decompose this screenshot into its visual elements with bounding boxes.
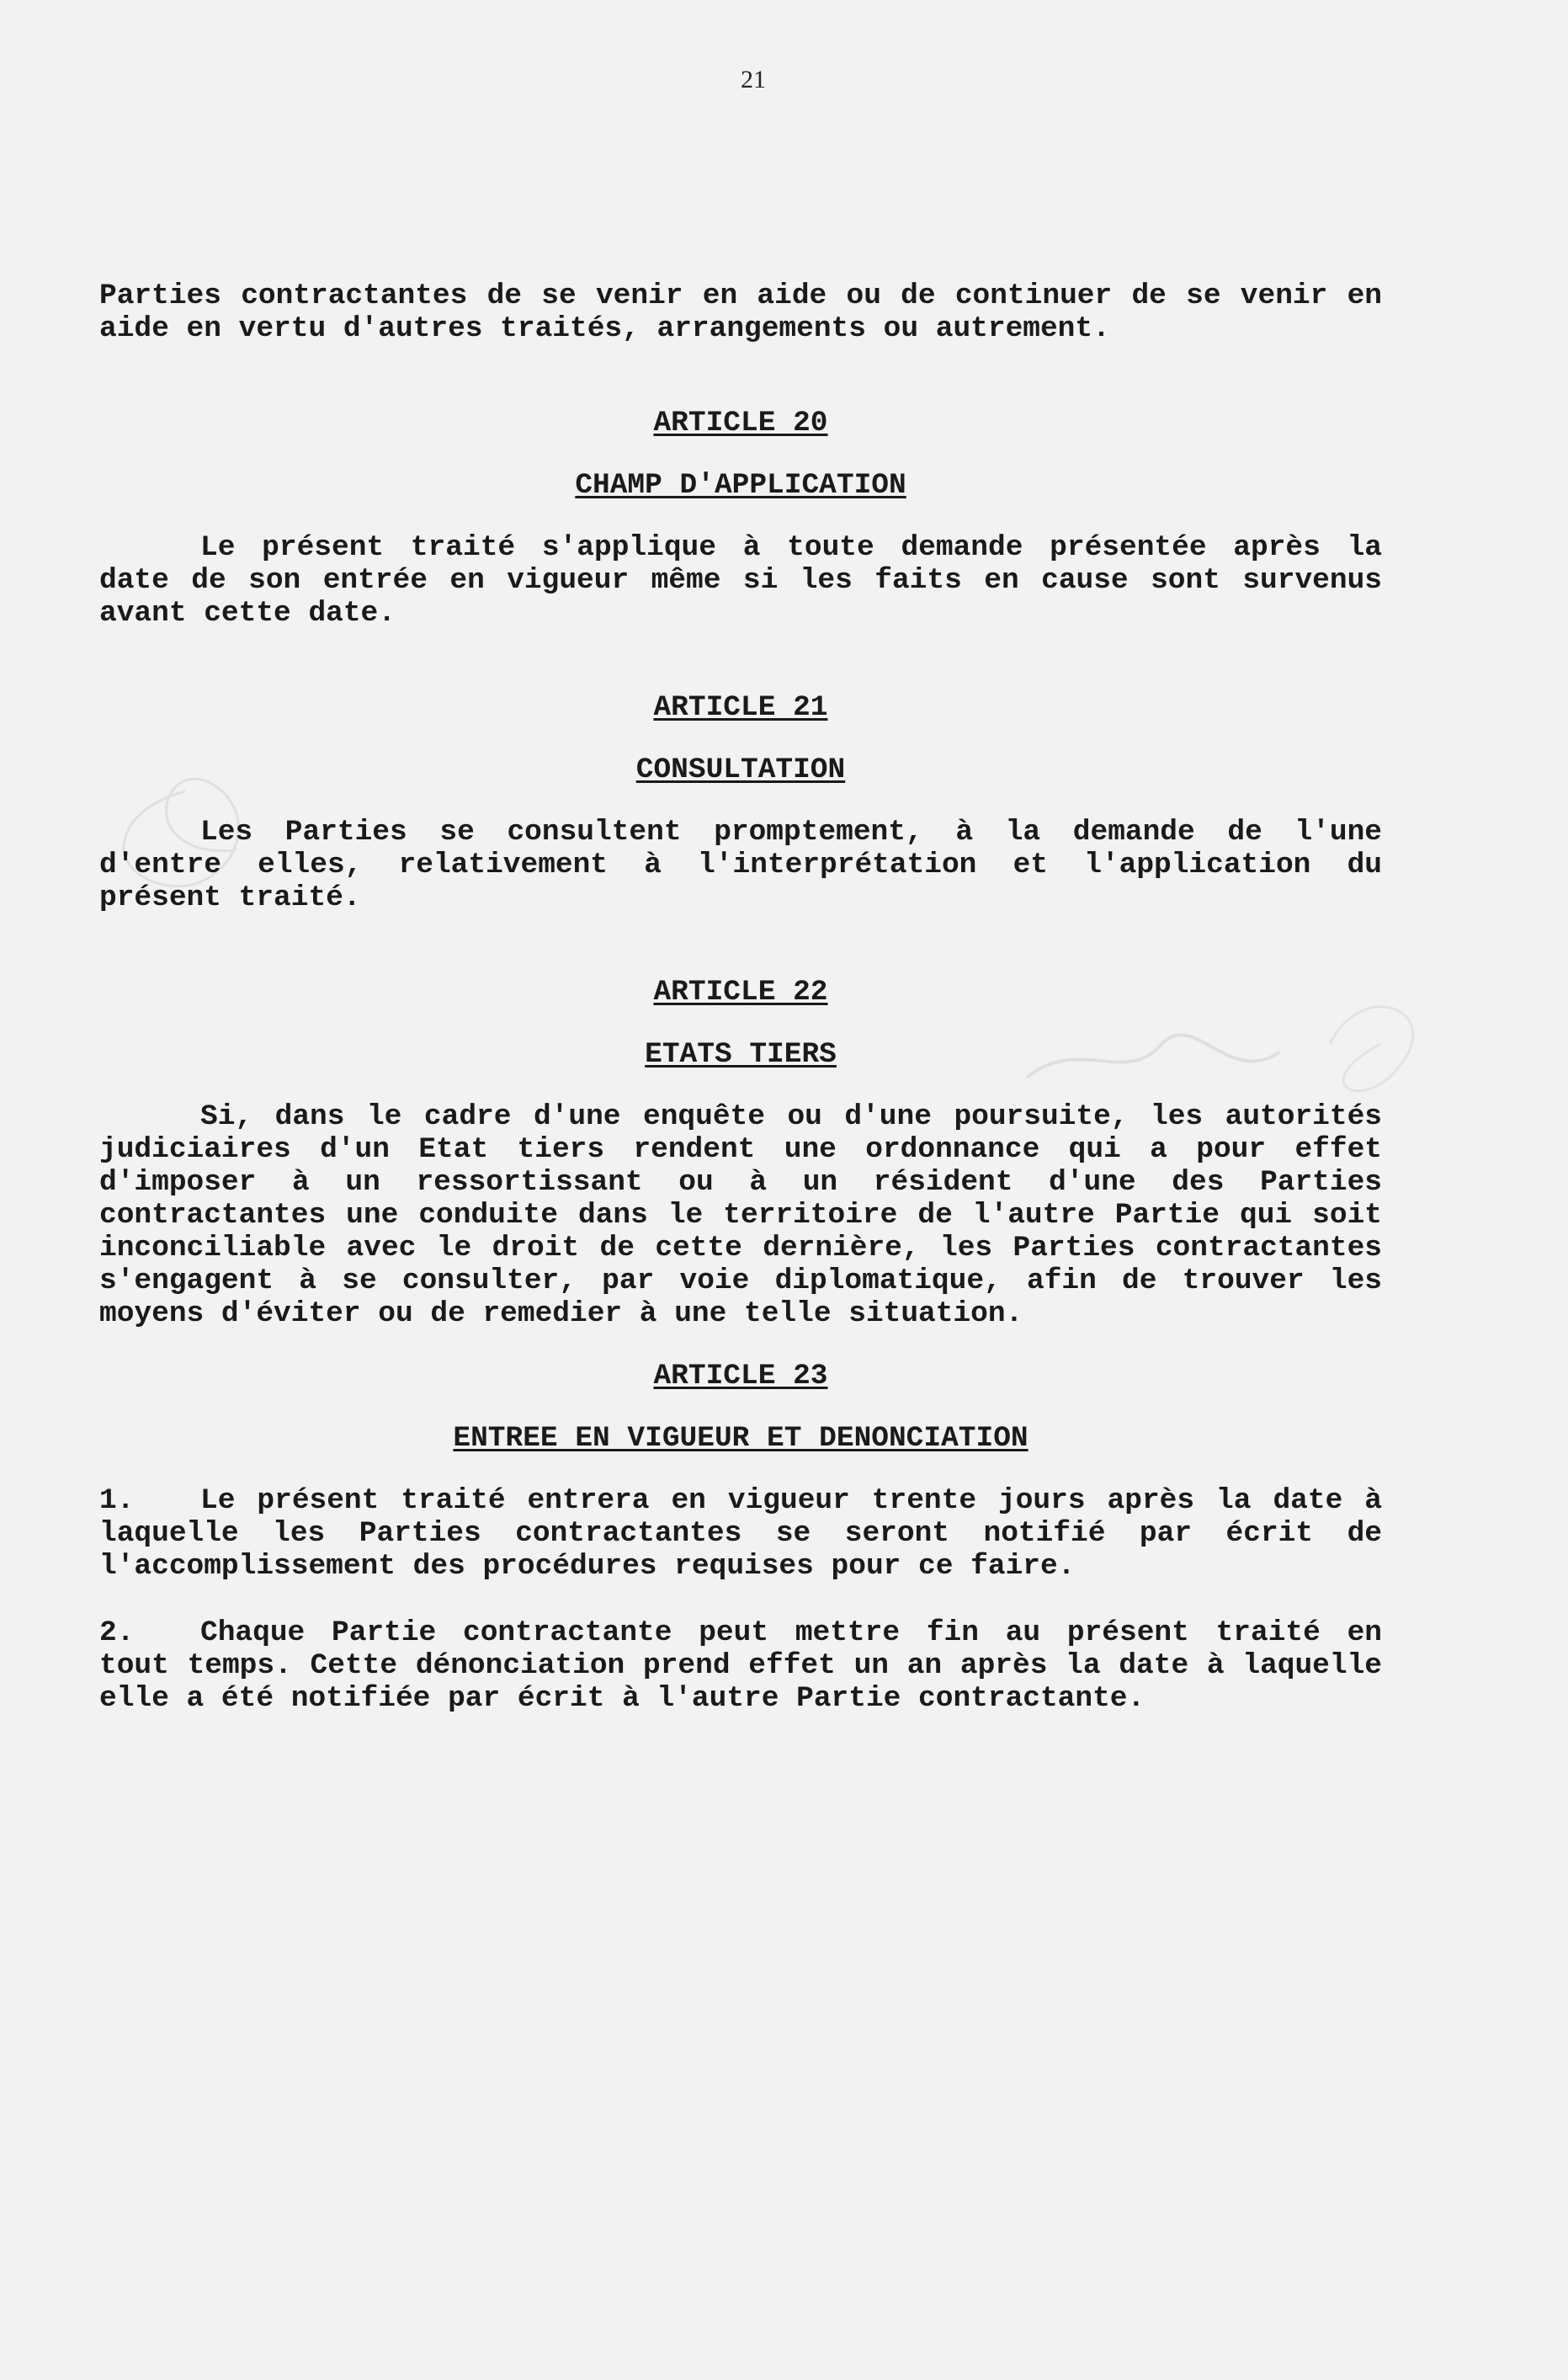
article-21: [99, 691, 1382, 914]
article-paragraph: Les Parties se consultent promptement, à la demande de l'une d'entre elles, relativement à l'interprétation et l'application du présent traité.: [99, 816, 1382, 914]
article-22: [99, 976, 1382, 1330]
article-heading: ARTICLE 20: [653, 407, 828, 439]
article-title: CONSULTATION: [635, 753, 846, 786]
intro-paragraph: Parties contractantes de se venir en aide ou de continuer de se venir en aide en vertu d'autres traités, arrangements ou autrement.: [99, 280, 1382, 345]
numbered-paragraph: [99, 1616, 1382, 1715]
article-23: [99, 1360, 1382, 1715]
article-title: ETATS TIERS: [645, 1038, 837, 1071]
article-title: CHAMP D'APPLICATION: [575, 469, 906, 502]
article-heading: ARTICLE 23: [653, 1360, 828, 1392]
article-paragraph: Le présent traité s'applique à toute demande présentée après la date de son entrée en vigueur même si les faits en cause sont survenus avant cette date.: [99, 531, 1382, 630]
paragraph-number: 1.: [99, 1484, 135, 1517]
article-heading: ARTICLE 22: [653, 976, 828, 1009]
article-paragraph: Si, dans le cadre d'une enquête ou d'une poursuite, les autorités judiciaires d'un Etat tiers rendent une ordonnance qui a pour effet d'imposer à un ressortissant ou à un résident d'une des Parties contractantes une conduite dans le territoire de l'autre Partie qui soit inconciliable avec le droit de cette dernière, les Parties contractantes s'engagent à se consulter, par voie diplomatique, afin de trouver les moyens d'éviter ou de remedier à une telle situation.: [99, 1100, 1382, 1330]
paragraph-text: Chaque Partie contractante peut mettre fin au présent traité en tout temps. Cette dénonciation prend effet un an après la date à laquelle elle a été notifiée par écrit à l'autre Partie contractante.: [99, 1616, 1382, 1715]
article-20: [99, 407, 1382, 630]
article-heading: ARTICLE 21: [653, 691, 828, 724]
paragraph-number: 2.: [99, 1616, 135, 1649]
paragraph-text: Le présent traité entrera en vigueur trente jours après la date à laquelle les Parties contractantes se seront notifié par écrit de l'accomplissement des procédures requises pour ce faire.: [99, 1484, 1382, 1583]
document-body: [99, 280, 1382, 1715]
numbered-paragraph: [99, 1484, 1382, 1583]
article-title: ENTREE EN VIGUEUR ET DENONCIATION: [453, 1422, 1029, 1455]
page-number: 21: [741, 66, 766, 93]
